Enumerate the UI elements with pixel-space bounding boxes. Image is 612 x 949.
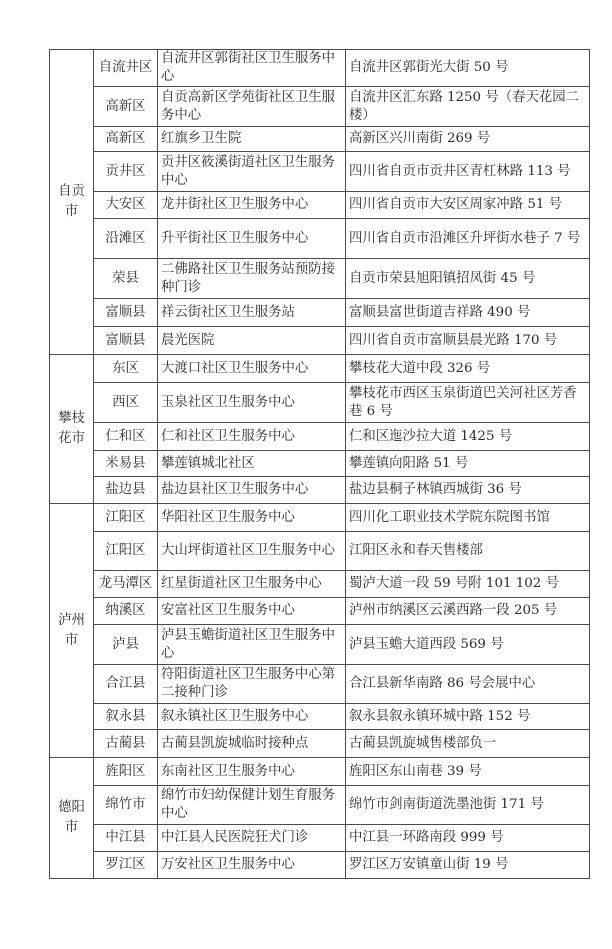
address-cell: 攀枝花市西区玉泉街道巴关河社区芳香巷 6 号 [346, 383, 590, 423]
table-row [50, 259, 590, 299]
site-name-cell: 玉泉社区卫生服务中心 [158, 383, 346, 423]
site-name-cell: 仁和社区卫生服务中心 [158, 423, 346, 451]
site-name-cell: 盐边县社区卫生服务中心 [158, 477, 346, 504]
city-name: 攀枝花市 [58, 411, 85, 446]
address-cell: 四川省自贡市富顺县晨光路 170 号 [346, 327, 590, 355]
city-name: 德阳市 [58, 800, 85, 835]
district-cell: 盐边县 [94, 477, 158, 504]
address-cell: 蜀泸大道一段 59 号附 101 102 号 [346, 571, 590, 598]
address-cell: 四川省自贡市贡井区青杠林路 113 号 [346, 152, 590, 192]
vaccination-sites-table [49, 49, 590, 879]
address-cell: 泸县玉蟾大道西段 569 号 [346, 625, 590, 665]
table-row [50, 598, 590, 625]
address-cell: 四川省自贡市大安区周家冲路 51 号 [346, 192, 590, 219]
table-row [50, 299, 590, 327]
table-row [50, 152, 590, 192]
site-name-cell: 叙永镇社区卫生服务中心 [158, 704, 346, 730]
table-row [50, 786, 590, 825]
site-name-cell: 中江县人民医院狂犬门诊 [158, 825, 346, 852]
table-row [50, 571, 590, 598]
address-cell: 合江县新华南路 86 号会展中心 [346, 665, 590, 704]
address-cell: 罗江区万安镇童山街 19 号 [346, 852, 590, 879]
site-name-cell: 攀莲镇城北社区 [158, 451, 346, 477]
district-cell: 沿滩区 [94, 219, 158, 259]
table-row [50, 219, 590, 259]
site-name-cell: 晨光医院 [158, 327, 346, 355]
address-cell: 中江县一环路南段 999 号 [346, 825, 590, 852]
site-name-cell: 绵竹市妇幼保健计划生育服务中心 [158, 786, 346, 825]
table-row [50, 423, 590, 451]
table-row [50, 477, 590, 504]
table-row [50, 50, 590, 87]
district-cell: 中江县 [94, 825, 158, 852]
address-cell: 高新区兴川南街 269 号 [346, 127, 590, 152]
address-cell: 古蔺县凯旋城售楼部负一 [346, 730, 590, 758]
table-row [50, 852, 590, 879]
district-cell: 龙马潭区 [94, 571, 158, 598]
address-cell: 富顺县富世街道吉祥路 490 号 [346, 299, 590, 327]
district-cell: 泸县 [94, 625, 158, 665]
site-name-cell: 东南社区卫生服务中心 [158, 758, 346, 786]
district-cell: 纳溪区 [94, 598, 158, 625]
address-cell: 旌阳区东山南巷 39 号 [346, 758, 590, 786]
district-cell: 富顺县 [94, 299, 158, 327]
table-body [50, 50, 590, 879]
table-row [50, 355, 590, 383]
table-row [50, 758, 590, 786]
site-name-cell: 升平街社区卫生服务中心 [158, 219, 346, 259]
district-cell: 高新区 [94, 127, 158, 152]
district-cell: 高新区 [94, 87, 158, 127]
address-cell: 四川化工职业技术学院东院图书馆 [346, 504, 590, 532]
district-cell: 贡井区 [94, 152, 158, 192]
table-row [50, 665, 590, 704]
table-row [50, 730, 590, 758]
city-cell [50, 758, 94, 879]
address-cell: 攀枝花大道中段 326 号 [346, 355, 590, 383]
district-cell: 叙永县 [94, 704, 158, 730]
site-name-cell: 红旗乡卫生院 [158, 127, 346, 152]
district-cell: 江阳区 [94, 532, 158, 571]
address-cell: 攀莲镇向阳路 51 号 [346, 451, 590, 477]
site-name-cell: 符阳街道社区卫生服务中心第二接种门诊 [158, 665, 346, 704]
address-cell: 泸州市纳溪区云溪西路一段 205 号 [346, 598, 590, 625]
site-name-cell: 华阳社区卫生服务中心 [158, 504, 346, 532]
district-cell: 西区 [94, 383, 158, 423]
district-cell: 荣县 [94, 259, 158, 299]
table-row [50, 625, 590, 665]
city-cell [50, 355, 94, 504]
address-cell: 绵竹市剑南街道洗墨池街 171 号 [346, 786, 590, 825]
table-row [50, 825, 590, 852]
site-name-cell: 贡井区筱溪街道社区卫生服务中心 [158, 152, 346, 192]
district-cell: 大安区 [94, 192, 158, 219]
district-cell: 罗江区 [94, 852, 158, 879]
city-name: 自贡市 [58, 184, 85, 219]
city-cell [50, 50, 94, 355]
site-name-cell: 安富社区卫生服务中心 [158, 598, 346, 625]
district-cell: 合江县 [94, 665, 158, 704]
district-cell: 江阳区 [94, 504, 158, 532]
table-row [50, 87, 590, 127]
site-name-cell: 大渡口社区卫生服务中心 [158, 355, 346, 383]
address-cell: 自流井区郭街光大街 50 号 [346, 50, 590, 87]
site-name-cell: 龙井街社区卫生服务中心 [158, 192, 346, 219]
table-row [50, 383, 590, 423]
table-row [50, 127, 590, 152]
address-cell: 叙永县叙永镇环城中路 152 号 [346, 704, 590, 730]
site-name-cell: 祥云街社区卫生服务站 [158, 299, 346, 327]
site-name-cell: 二佛路社区卫生服务站预防接种门诊 [158, 259, 346, 299]
district-cell: 古蔺县 [94, 730, 158, 758]
site-name-cell: 自流井区郭街社区卫生服务中心 [158, 50, 346, 87]
site-name-cell: 大山坪街道社区卫生服务中心 [158, 532, 346, 571]
district-cell: 绵竹市 [94, 786, 158, 825]
district-cell: 旌阳区 [94, 758, 158, 786]
site-name-cell: 自贡高新区学苑街社区卫生服务中心 [158, 87, 346, 127]
district-cell: 仁和区 [94, 423, 158, 451]
site-name-cell: 泸县玉蟾街道社区卫生服务中心 [158, 625, 346, 665]
site-name-cell: 古蔺县凯旋城临时接种点 [158, 730, 346, 758]
city-name: 泸州市 [58, 612, 85, 648]
address-cell: 仁和区迤沙拉大道 1425 号 [346, 423, 590, 451]
table-row [50, 192, 590, 219]
city-cell [50, 504, 94, 758]
address-cell: 江阳区永和春天售楼部 [346, 532, 590, 571]
address-cell: 四川省自贡市沿滩区升坪街水巷子 7 号 [346, 219, 590, 259]
table-row [50, 451, 590, 477]
district-cell: 富顺县 [94, 327, 158, 355]
table-row [50, 704, 590, 730]
address-cell: 自流井区汇东路 1250 号（春天花园二楼） [346, 87, 590, 127]
district-cell: 东区 [94, 355, 158, 383]
address-cell: 自贡市荣县旭阳镇招凤街 45 号 [346, 259, 590, 299]
district-cell: 自流井区 [94, 50, 158, 87]
table-row [50, 532, 590, 571]
address-cell: 盐边县桐子林镇西城街 36 号 [346, 477, 590, 504]
table-row [50, 327, 590, 355]
table-row [50, 504, 590, 532]
district-cell: 米易县 [94, 451, 158, 477]
site-name-cell: 红星街道社区卫生服务中心 [158, 571, 346, 598]
site-name-cell: 万安社区卫生服务中心 [158, 852, 346, 879]
